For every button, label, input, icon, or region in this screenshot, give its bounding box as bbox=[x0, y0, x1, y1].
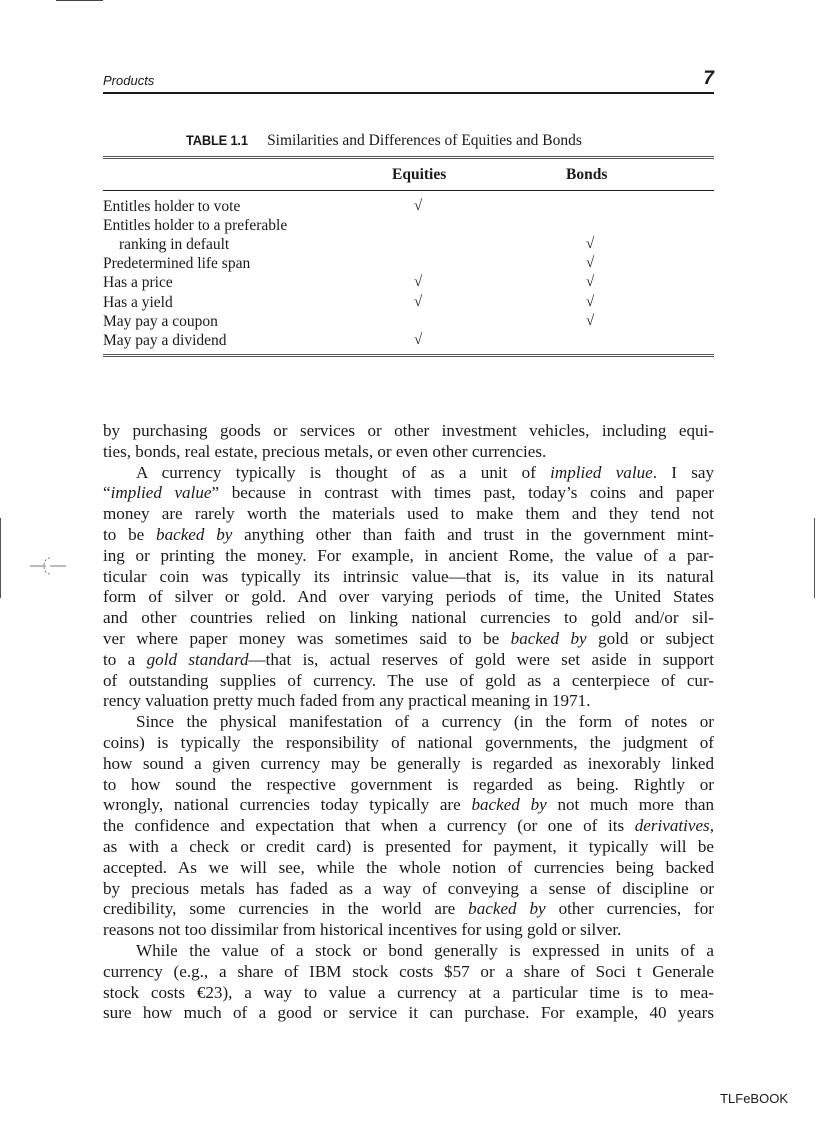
column-header-bonds: Bonds bbox=[566, 166, 608, 183]
table-row-label: Has a yield bbox=[103, 293, 173, 311]
body-line: credibility, some currencies in the world are backed by other currencies, for bbox=[103, 899, 714, 919]
check-mark-icon: √ bbox=[586, 236, 595, 253]
body-line: ing or printing the money. For example, in ancient Rome, the value of a par- bbox=[103, 545, 714, 565]
table-number: TABLE 1.1 bbox=[186, 132, 248, 148]
table-title: Similarities and Differences of Equities and Bonds bbox=[267, 132, 582, 149]
table-row-label: Predetermined life span bbox=[103, 255, 251, 273]
body-line: to be backed by anything other than faith and trust in the government mint- bbox=[103, 524, 714, 544]
body-line: as with a check or credit card) is presented for payment, it typically will be bbox=[103, 836, 714, 856]
body-line: ties, bonds, real estate, precious metals, or even other currencies. bbox=[103, 441, 547, 461]
column-header-equities: Equities bbox=[392, 166, 447, 183]
body-line: the confidence and expectation that when a currency (or one of its derivatives, bbox=[103, 816, 714, 836]
body-line: by precious metals has faded as a way of conveying a sense of discipline or bbox=[103, 878, 714, 898]
body-line: reasons not too dissimilar from historical incentives for using gold or silver. bbox=[103, 920, 622, 940]
check-mark-icon: √ bbox=[414, 293, 423, 310]
check-mark-icon: √ bbox=[414, 274, 423, 291]
table-row-label: Entitles holder to vote bbox=[103, 198, 241, 215]
body-line: coins) is typically the responsibility of national governments, the judgment of bbox=[103, 732, 714, 752]
section-title: Products bbox=[103, 73, 155, 88]
body-line: to how sound the respective government is regarded as being. Rightly or bbox=[103, 774, 714, 794]
check-mark-icon: √ bbox=[586, 255, 595, 272]
table-row-label: Has a price bbox=[103, 274, 173, 292]
body-line: wrongly, national currencies today typically are backed by not much more than bbox=[103, 795, 714, 815]
check-mark-icon: √ bbox=[586, 312, 595, 329]
table-top-rule bbox=[103, 156, 714, 159]
crop-mark-top bbox=[56, 0, 103, 1]
body-line: A currency typically is thought of as a unit of implied value. I say bbox=[136, 462, 714, 482]
body-line: ver where paper money was sometimes said to be backed by gold or subject bbox=[103, 628, 714, 648]
page-number: 7 bbox=[703, 68, 714, 89]
registration-mark-icon bbox=[28, 548, 68, 578]
body-line: “implied value” because in contrast with times past, today’s coins and paper bbox=[103, 483, 714, 503]
body-line: ticular coin was typically its intrinsic value—that is, its value in its natural bbox=[103, 566, 714, 586]
footer-watermark: TLFeBOOK bbox=[720, 1091, 788, 1106]
body-line: stock costs €23), a way to value a currency at a particular time is to mea- bbox=[103, 982, 714, 1002]
body-line: of outstanding supplies of currency. The use of gold as a centerpiece of cur- bbox=[103, 670, 714, 690]
check-mark-icon: √ bbox=[586, 274, 595, 291]
body-line: currency (e.g., a share of IBM stock costs $57 or a share of Soci t Generale bbox=[103, 961, 714, 981]
body-line: While the value of a stock or bond generally is expressed in units of a bbox=[136, 940, 714, 960]
table-row-label: May pay a coupon bbox=[103, 312, 218, 330]
table-caption bbox=[186, 132, 582, 150]
body-line: to a gold standard—that is, actual reserves of gold were set aside in support bbox=[103, 649, 714, 669]
body-line: how sound a given currency may be generally is regarded as inexorably linked bbox=[103, 753, 714, 773]
body-line: form of silver or gold. And over varying periods of time, the United States bbox=[103, 587, 714, 607]
table-bottom-rule bbox=[103, 354, 714, 357]
check-mark-icon: √ bbox=[414, 198, 423, 214]
body-line: accepted. As we will see, while the whole notion of currencies being backed bbox=[103, 857, 714, 877]
body-line: money are rarely worth the materials used to make them and they tend not bbox=[103, 504, 714, 524]
table-row-label: May pay a dividend bbox=[103, 331, 227, 349]
body-line: and other countries relied on linking national currencies to gold and/or sil- bbox=[103, 608, 714, 628]
check-mark-icon: √ bbox=[414, 331, 423, 348]
table-row-label: Entitles holder to a preferable bbox=[103, 217, 288, 235]
body-line: sure how much of a good or service it can purchase. For example, 40 years bbox=[103, 1003, 714, 1023]
check-mark-icon: √ bbox=[586, 293, 595, 310]
body-line: Since the physical manifestation of a currency (in the form of notes or bbox=[136, 712, 714, 732]
body-line: rency valuation pretty much faded from any practical meaning in 1971. bbox=[103, 691, 591, 711]
crop-mark-right bbox=[814, 518, 815, 598]
table-header-rule bbox=[103, 190, 714, 191]
table-row-label-continuation: ranking in default bbox=[119, 236, 230, 254]
body-text bbox=[103, 421, 714, 1024]
body-line: by purchasing goods or services or other investment vehicles, including equi- bbox=[103, 421, 714, 440]
running-header bbox=[103, 70, 714, 94]
crop-mark-left bbox=[0, 518, 1, 598]
